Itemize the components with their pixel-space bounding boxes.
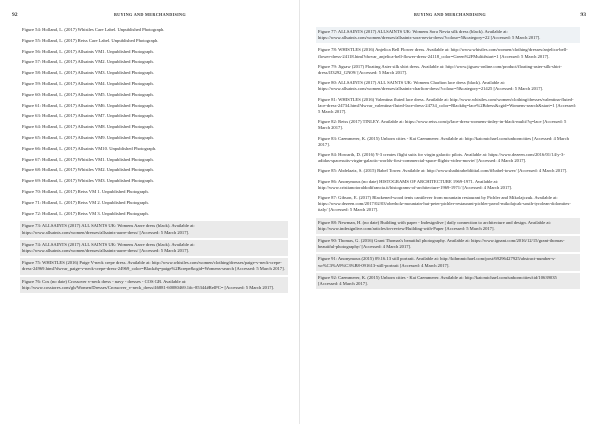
figure-entry: Figure 60: Holland, L. (2017) Allsaints VM5. Unpublished Photograph. <box>22 91 154 97</box>
figure-entry: Figure 68: Holland, L. (2017) Whistles VM2. Unpublished Photograph. <box>22 167 154 173</box>
figure-entry: Figure 58: Holland, L. (2017) Allsaints VM3. Unpublished Photograph. <box>22 70 154 76</box>
figure-entry: Figure 71: Holland, L. (2017) Reiss VM 2. Unpublished Photograph. <box>22 199 149 205</box>
figure-entry: Figure 75: WHISTLES (2016) Paige V-neck crepe dress. Available at: http://www.whistles.com/women/clothing/dresses/paige-v-neck-crepe-dress-24969.html?dwvar_paige-v-neck-crepe-dress-24969_color=Black#q=paige%2Bcrepe&cgid=Womens-search [Accessed: 5 March 2017]. <box>20 258 288 274</box>
figure-entry: Figure 80: ALLSAINTS (2017) ALL SAINTS UK: Womens Charlton lace dress (black). Available at: https://www.allsaints.com/women/dresses/allsaints-charlton-dress/?colour=5&category=21425 [Accessed: 5 March 2017]. <box>318 80 544 92</box>
running-head: BUYING AND MERCHANDISING <box>414 12 486 17</box>
figure-entry: Figure 73: ALLSAINTS (2017) ALL SAINTS UK: Womens Aarre dress (black). Available at: https://www.allsaints.com/women/dresses/allsaints-aarre-dress/ [Accessed: 5 March 2017]. <box>20 221 288 237</box>
figure-entry: Figure 77: ALLSAINTS (2017) ALLSAINTS UK: Womens Sora Nevia silk dress (black). Available at: https://www.allsaints.com/women/dresses/allsaints-sora-nevia-dress/?colour=5&category=22 [Accessed: 5 March 2017]. <box>316 27 580 43</box>
figure-list <box>20 27 288 295</box>
running-head: BUYING AND MERCHANDISING <box>114 12 186 17</box>
figure-entry: Figure 72: Holland, L. (2017) Reiss VM 3. Unpublished Photograph. <box>22 210 149 216</box>
page-number: 93 <box>580 12 586 18</box>
figure-entry: Figure 69: Holland, L. (2017) Whistles VM3. Unpublished Photograph. <box>22 178 154 184</box>
figure-entry: Figure 91: Anonymous (2015) 09.16.13 still portrait. Available at: http://kihmmichael.com/post/69296427925/abstract-number-s-wr%C3%A9%C3%B8-091613-still-portrait [Accessed: 4 March 2017]. <box>316 254 580 270</box>
figure-entry: Figure 65: Holland, L. (2017) Allsaints VM9. Unpublished Photograph. <box>22 134 154 140</box>
figure-entry: Figure 85: Abdelaziz, S. (2015) Babel Tower. Available at: http://www.shathirabeldiittal.com/#/babel-tower/ [Accessed: 4 March 2017]. <box>318 168 568 174</box>
figure-entry: Figure 54: Holland, L. (2017) Whistles Care Label. Unpublished Photograph. <box>22 27 165 32</box>
figure-entry: Figure 57: Holland, L. (2017) Allsaints VM2. Unpublished Photograph. <box>22 59 154 65</box>
figure-entry: Figure 56: Holland, L. (2017) Allsaints VM1. Unpublished Photograph. <box>22 48 154 54</box>
figure-entry: Figure 84: Howarth, D. (2016) Y-3 creates flight suits for virgin galactic pilots. Available at: https://www.dezeen.com/2016/01/14/y-3-adidas-spacesuits-virgin-galactic-worlds-first-commercial-space-flights-video-movie/ [Accessed: 4 March 2017]. <box>318 152 565 164</box>
figure-entry: Figure 63: Holland, L. (2017) Allsaints VM7. Unpublished Photograph. <box>22 113 154 119</box>
figure-entry: Figure 70: Holland, L. (2017) Reiss VM 1. Unpublished Photograph. <box>22 188 149 194</box>
figure-entry: Figure 61: Holland, L. (2017) Allsaints VM6. Unpublished Photograph. <box>22 102 154 108</box>
figure-entry: Figure 86: Anonymous (no date) HISTOGRAMS OF ARCHITECTURE 1969-1971. Available at: http://www.cristianotoraldodifrancia.it/histograms-of-architecture-1969-1971/ [Accessed: 4 March 2017]. <box>318 178 513 190</box>
figure-list <box>316 27 580 291</box>
figure-entry: Figure 64: Holland, L. (2017) Allsaints VM8. Unpublished Photograph. <box>22 124 154 130</box>
page-number: 92 <box>12 12 18 18</box>
figure-entry: Figure 79: Jigsaw (2017) Floating Aster silk shirt dress. Available at: http://www.jigsaw-online.com/product/floating-aster-silk-shirt-dress/JJ3292_GN09/ [Accessed: 5 March 2017]. <box>318 63 562 76</box>
figure-entry: Figure 81: WHISTLES (2016) Valentina fluted lace dress. Available at: http://www.whistles.com/women/clothing/dresses/valentina-fluted-lace-dress-24734.html?dwvar_valentina-fluted-lace-dress-24734_color=Black#q=lace%2Bdress&cgid=Womens-search&start=1 [Accessed: 5 March 2017]. <box>318 96 576 115</box>
figure-entry: Figure 78: WHISTLES (2016) Anjelica Bell Flower dress. Available at: http://www.whistles.com/women/clothing/dresses/anjelica-bell-flower-dress-24118.html?dwvar_anjelica-bell-flower-dress-24118_color=Green%2FMulti#start=1 [Accessed: 5 March 2017]. <box>318 47 568 59</box>
figure-entry: Figure 59: Holland, L. (2017) Allsaints VM4. Unpublished Photograph. <box>22 80 154 86</box>
figure-entry: Figure 92: Caemmerer, K. (2015) Unborn cities - Kai Caemmerer. Available at: http://kaicmichael.com/unborncities/tid/10639035 [Accessed: 4 March 2017]. <box>316 273 580 289</box>
figure-entry: Figure 74: ALLSAINTS (2017) ALL SAINTS UK: Womens Aarre dress (black). Available at: https://www.allsaints.com/women/dresses/allsaints-aarre-dress/ [Accessed: 5 March 2017]. <box>20 240 288 256</box>
figure-entry: Figure 88: Newman, H. (no date) Building with paper - Indesignlive | daily connection to architecture and design. Available at: http://www.indesignlive.com/articles/in-review/Building-with-Paper [Accessed: 5 March 2017]. <box>316 218 580 234</box>
figure-entry: Figure 76: Cos (no date) Crossover v-neck dress - navy - dresses - COS GB. Available at: http://www.cosstores.com/gb/Women/Dresses/Crossover_v-neck_dress/46881-60080469.1#c-85344#RelPC= [Accessed: 5 March 2017]. <box>20 277 288 293</box>
figure-entry: Figure 87: Gibson, E. (2017) Blackened-wood tents cantilever from mountain restaurant by Pichler and Mikolajczuk. Available at: https://www.dezeen.com/2017/02/03/oberholz-mountain-hut-peter-pichler-restaurant-pichler-pavol-mikolajcak-south-tyrolean-dolomites-italy/ [Accessed: 5 March 2017]. <box>318 195 571 213</box>
figure-entry: Figure 67: Holland, L. (2017) Whistles VM1. Unpublished Photograph. <box>22 156 154 162</box>
right-page <box>300 0 600 424</box>
figure-entry: Figure 55: Holland, L. (2017) Reiss Care Label. Unpublished Photograph. <box>22 37 159 43</box>
figure-entry: Figure 82: Reiss (2017) TINLEY. Available at: https://www.reiss.com/p/lace-dress-womens-tinley-in-black-multi/?q=lace [Accessed: 5 March 2017]. <box>318 119 567 131</box>
figure-entry: Figure 90: Thomas, G. (2016) Grant Thomas's beautiful photography. Available at: https://www.ignant.com/2016/12/15/grant-thomas-beautiful-photography/ [Accessed: 4 March 2017]. <box>316 236 580 252</box>
figure-entry: Figure 66: Holland, L. (2017) Allsaints VM10. Unpublished Photograph. <box>22 145 157 151</box>
figure-entry: Figure 83: Caemmerer, K. (2015) Unborn cities - Kai Caemmerer. Available at: http://kaicmichael.com/unborncities [Accessed: 4 March 2017]. <box>318 135 569 147</box>
